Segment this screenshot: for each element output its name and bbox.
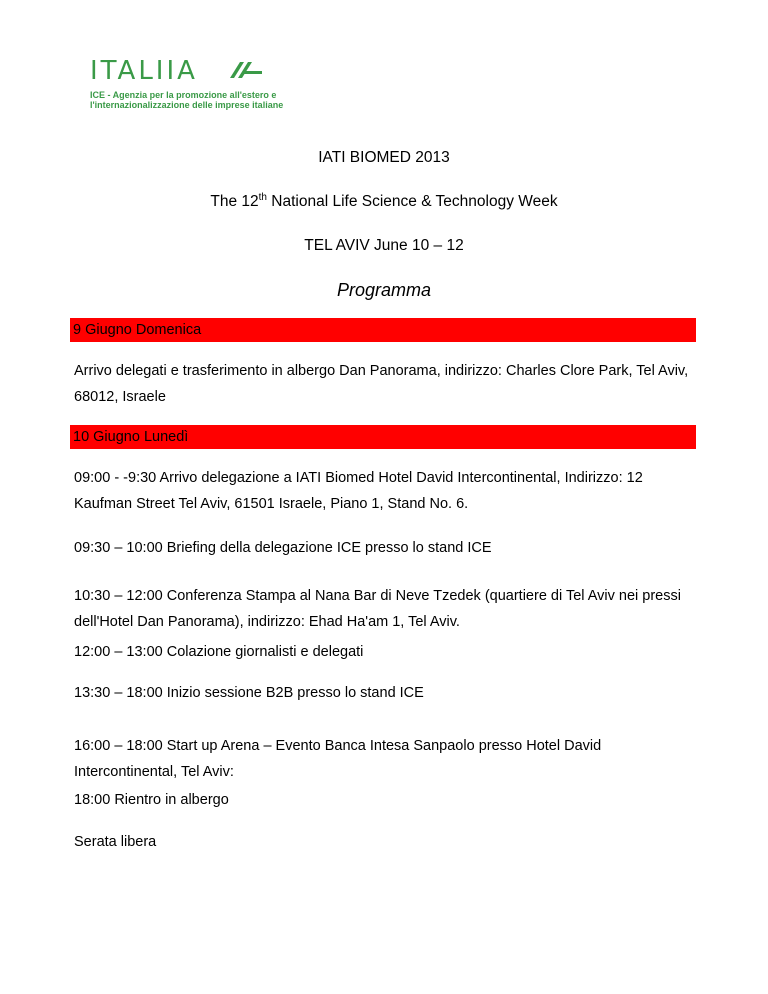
logo-subtitle-line1: ICE - Agenzia per la promozione all'estero e xyxy=(90,90,277,100)
schedule-item: 18:00 Rientro in albergo xyxy=(74,792,229,808)
ice-logo xyxy=(90,56,290,116)
subtitle-ordinal: th xyxy=(258,192,267,203)
subtitle-prefix: The 12 xyxy=(210,193,259,210)
schedule-item: 09:30 – 10:00 Briefing della delegazione ICE presso lo stand ICE xyxy=(74,540,492,556)
logo-wordmark: ITALIIA xyxy=(90,56,198,86)
day-heading: 10 Giugno Lunedì xyxy=(70,425,696,449)
ice-arrows-icon xyxy=(228,58,264,82)
event-subtitle xyxy=(0,192,768,212)
schedule-item: 16:00 – 18:00 Start up Arena – Evento Banca Intesa Sanpaolo presso Hotel David Intercontinental, Tel Aviv: xyxy=(74,738,602,780)
logo-subtitle-line2: l'internazionalizzazione delle imprese italiane xyxy=(90,100,284,110)
event-location: TEL AVIV June 10 – 12 xyxy=(304,237,464,254)
schedule-item: Arrivo delegati e trasferimento in albergo Dan Panorama, indirizzo: Charles Clore Park, Tel Aviv, 68012, Israele xyxy=(74,363,689,405)
event-title: IATI BIOMED 2013 xyxy=(318,149,450,166)
schedule-item: 13:30 – 18:00 Inizio sessione B2B presso lo stand ICE xyxy=(74,685,424,701)
schedule-item: 09:00 - -9:30 Arrivo delegazione a IATI Biomed Hotel David Intercontinental, Indirizzo: 12 Kaufman Street Tel Aviv, 61501 Israele, Piano 1, Stand No. 6. xyxy=(74,470,643,512)
subtitle-suffix: National Life Science & Technology Week xyxy=(266,193,558,210)
program-heading: Programma xyxy=(336,280,432,300)
schedule-item: 10:30 – 12:00 Conferenza Stampa al Nana Bar di Neve Tzedek (quartiere di Tel Aviv nei pressi dell'Hotel Dan Panorama), indirizzo: Ehad Ha'am 1, Tel Aviv. xyxy=(74,588,681,630)
day-heading: 9 Giugno Domenica xyxy=(70,318,696,342)
schedule-item: 12:00 – 13:00 Colazione giornalisti e delegati xyxy=(74,644,364,660)
schedule-item: Serata libera xyxy=(74,834,157,850)
